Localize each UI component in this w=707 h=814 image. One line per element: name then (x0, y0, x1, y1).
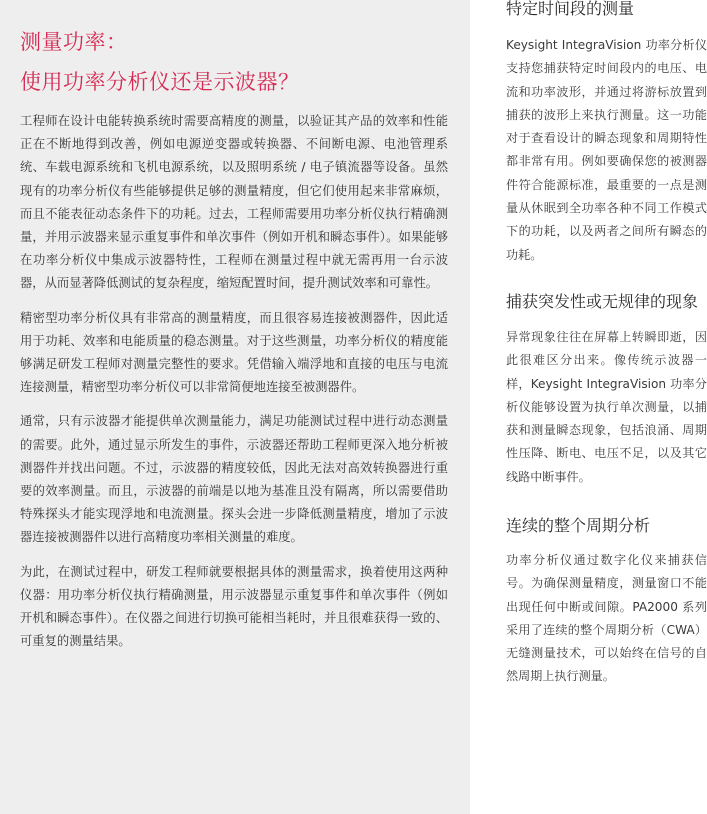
section-body-sporadic-events: 异常现象往往在屏幕上转瞬即逝，因此很难区分出来。像传统示波器一样，Keysight IntegraVision 功率分析仪能够设置为执行单次测量，以捕获和测量瞬态现象，包括浪涌、周期性压降、断电、电压不足，以及其它线路中断事件。 (506, 330, 707, 484)
section-body-specific-period: Keysight IntegraVision 功率分析仪支持您捕获特定时间段内的电压、电流和功率波形，并通过将游标放置到捕获的波形上来执行测量。这一功能对于查看设计的瞬态现象和周期特性都非常有用。例如要确保您的被测器件符合能源标准，最重要的一点是测量从休眠到全功率各种不同工作模式下的功耗，以及两者之间所有瞬态的功耗。 (506, 38, 707, 262)
article-title (20, 28, 448, 96)
section-heading-specific-period: 特定时间段的测量 (506, 0, 635, 18)
body-paragraph-4: 为此，在测试过程中，研发工程师就要根据具体的测量需求，换着使用这两种仪器：用功率分析仪执行精确测量，用示波器显示重复事件和单次事件（例如开机和瞬态事件）。在仪器之间进行切换可能相当耗时，并且很难获得一致的、可重复的测量结果。 (20, 564, 448, 649)
title-line-2: 使用功率分析仪还是示波器？ (20, 70, 300, 94)
section-heading-continuous-cycle: 连续的整个周期分析 (506, 516, 651, 535)
body-paragraph-1: 工程师在设计电能转换系统时需要高精度的测量，以验证其产品的效率和性能正在不断地得到改善，例如电源逆变器或转换器、不间断电源、电池管理系统、车载电源系统和飞机电源系统，以及照明系统 / 电子镇流器等设备。虽然现有的功率分析仪有些能够提供足够的测量精度，但它们使用起来非常麻烦，而且不能表征动态条件下的功耗。过去，工程师需要用功率分析仪执行精确测量，并用示波器来显示重复事件和单次事件（例如开机和瞬态事件）。如果能够在功率分析仪中集成示波器特性，工程师在测量过程中就无需再用一台示波器，从而显著降低测试的复杂程度，缩短配置时间，提升测试效率和可靠性。 (20, 114, 448, 291)
body-paragraph-3: 通常，只有示波器才能提供单次测量能力，满足功能测试过程中进行动态测量的需要。此外，通过显示所发生的事件，示波器还帮助工程师更深入地分析被测器件并找出问题。不过，示波器的精度较低，因此无法对高效转换器进行重要的效率测量。而且，示波器的前端是以地为基准且没有隔离，所以需要借助特殊探头才能实现浮地和电流测量。探头会进一步降低测量精度，增加了示波器连接被测器件以进行高精度功率相关测量的难度。 (20, 414, 448, 545)
section-body-continuous-cycle: 功率分析仪通过数字化仪来捕获信号。为确保测量精度，测量窗口不能出现任何中断或间隙。PA2000 系列采用了连续的整个周期分析（CWA）无缝测量技术，可以始终在信号的自然周期上执行测量。 (506, 553, 707, 684)
title-line-1: 测量功率： (20, 30, 128, 54)
body-paragraph-2: 精密型功率分析仪具有非常高的测量精度，而且很容易连接被测器件，因此适用于功耗、效率和电能质量的稳态测量。对于这些测量，功率分析仪的精度能够满足研发工程师对测量完整性的要求。凭借输入端浮地和直接的电压与电流连接测量，精密型功率分析仪可以非常简便地连接至被测器件。 (20, 310, 448, 395)
right-column (506, 0, 707, 814)
section-heading-sporadic-events: 捕获突发性或无规律的现象 (506, 292, 699, 311)
